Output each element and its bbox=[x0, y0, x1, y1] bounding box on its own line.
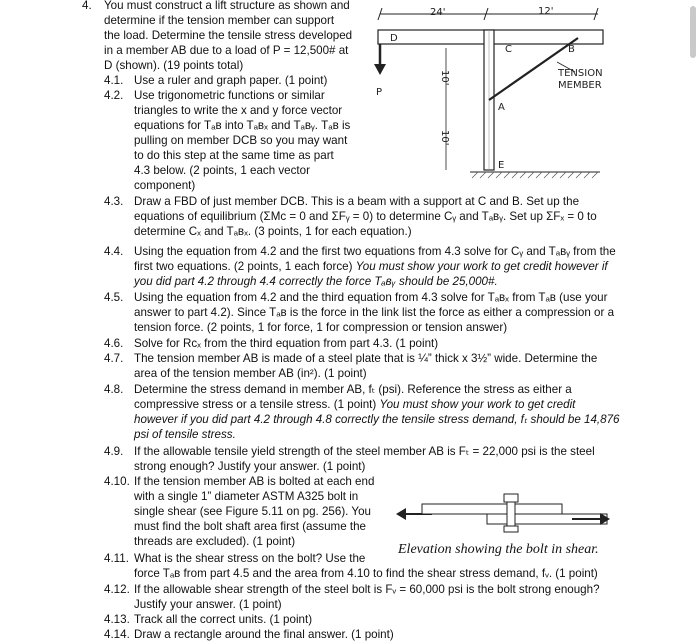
dimension-right: 12' bbox=[538, 6, 554, 17]
intro-line: You must construct a lift structure as shown and bbox=[104, 0, 350, 12]
step-text: Use a ruler and graph paper. (1 point) bbox=[134, 74, 328, 87]
step-text: If the allowable shear strength of the steel bolt is Fᵥ = 60,000 psi is the bolt strong enough? bbox=[134, 583, 600, 596]
step-text: strong enough? Justify your answer. (1 point) bbox=[134, 460, 366, 473]
bolt-figure-caption: Elevation showing the bolt in shear. bbox=[398, 542, 599, 557]
step-text: triangles to write the x and y force vector bbox=[134, 104, 343, 117]
label-d: D bbox=[390, 33, 398, 44]
step-text: pulling on member DCB so you may want bbox=[134, 134, 348, 147]
step-text: must find the bolt shaft area first (assume the bbox=[134, 520, 366, 533]
ground-hatch bbox=[472, 172, 598, 178]
label-b: B bbox=[568, 44, 575, 55]
intro-line: determine if the tension member can support bbox=[104, 14, 335, 27]
italic-note: psi of tensile stress. bbox=[134, 428, 236, 441]
step-text: single shear (see Figure 5.11 on pg. 256). You bbox=[134, 505, 371, 518]
height-upper: 10' bbox=[439, 70, 450, 86]
step-text: equations for Tₐʙ into Tₐʙₓ and Tₐʙᵧ. Tₐʙ is bbox=[134, 119, 351, 132]
step-number: 4.13. bbox=[104, 613, 130, 626]
step-text: Justify your answer. (1 point) bbox=[134, 598, 282, 611]
height-lower: 10' bbox=[439, 130, 450, 146]
step-text: Track all the correct units. (1 point) bbox=[134, 613, 313, 626]
step-text: 4.3 below. (2 points, 1 each vector bbox=[134, 164, 310, 177]
intro-line: the load. Determine the tensile stress developed bbox=[104, 29, 353, 42]
step-text: force Tₐʙ from part 4.5 and the area from 4.10 to find the shear stress demand, fᵥ. (1 point) bbox=[134, 567, 598, 580]
step-number: 4.14. bbox=[104, 628, 130, 641]
dimension-left: 24' bbox=[430, 7, 446, 18]
intro-line: D (shown). (19 points total) bbox=[104, 59, 244, 72]
label-e: E bbox=[498, 160, 505, 171]
step-text: Using the equation from 4.2 and the third equation from 4.3 solve for Tₐʙₓ from Tₐʙ (use your bbox=[134, 291, 608, 304]
bolt-elevation-figure bbox=[392, 478, 612, 540]
problem-number: 4. bbox=[82, 0, 92, 12]
step-text: Draw a rectangle around the final answer. (1 point) bbox=[134, 628, 394, 641]
italic-note: You must show your work to get credit bbox=[379, 398, 576, 411]
step-number: 4.10. bbox=[104, 475, 130, 488]
step-number: 4.4. bbox=[104, 245, 124, 258]
step-text: tension force. (2 points, 1 for force, 1 for compression or tension answer) bbox=[134, 321, 508, 334]
step-text: first two equations. (2 points, 1 each force) bbox=[134, 260, 356, 273]
step-text: compressive stress or a tensile stress. (1 point) bbox=[134, 398, 380, 411]
step-text: component) bbox=[134, 179, 196, 192]
step-text: determine Cₓ and Tₐʙₓ. (3 points, 1 for each equation.) bbox=[134, 225, 412, 238]
dimension-lines bbox=[378, 8, 598, 20]
step-text: with a single 1” diameter ASTM A325 bolt in bbox=[134, 490, 359, 503]
italic-note: You must show your work to get credit however if bbox=[355, 260, 608, 273]
step-text: Draw a FBD of just member DCB. This is a beam with a support at C and B. Set up the bbox=[134, 195, 580, 208]
step-number: 4.12. bbox=[104, 583, 130, 596]
step-text-mixed bbox=[134, 259, 608, 274]
tension-label-2: MEMBER bbox=[558, 80, 602, 91]
step-number: 4.3. bbox=[104, 195, 124, 208]
step-text: threads are excluded). (1 point) bbox=[134, 535, 296, 548]
step-text: The tension member AB is made of a steel plate that is ¼” thick x 3½” wide. Determine the bbox=[134, 352, 598, 365]
step-text: Use trigonometric functions or similar bbox=[134, 89, 325, 102]
italic-note: you did part 4.2 through 4.4 correctly the force Tₐʙᵧ should be 25,000#. bbox=[134, 275, 498, 288]
label-a: A bbox=[498, 102, 505, 113]
step-number: 4.7. bbox=[104, 352, 124, 365]
italic-note: however if you did part 4.2 through 4.8 correctly the tensile stress demand, fₜ should be 14,876 bbox=[134, 413, 620, 426]
step-text: to do this step at the same time as part bbox=[134, 149, 334, 162]
step-text-mixed bbox=[134, 397, 575, 412]
step-text: area of the tension member AB (in²). (1 point) bbox=[134, 367, 367, 380]
step-number: 4.1. bbox=[104, 74, 124, 87]
scrollbar[interactable] bbox=[690, 6, 696, 58]
step-text: Determine the stress demand in member AB, fₜ (psi). Reference the stress as either a bbox=[134, 383, 572, 396]
step-number: 4.5. bbox=[104, 291, 124, 304]
step-text: Using the equation from 4.2 and the first two equations from 4.3 solve for Cᵧ and Tₐʙᵧ from the bbox=[134, 245, 616, 258]
step-number: 4.9. bbox=[104, 445, 124, 458]
step-number: 4.8. bbox=[104, 383, 124, 396]
step-text: What is the shear stress on the bolt? Use the bbox=[134, 552, 366, 565]
lift-structure-figure bbox=[360, 0, 640, 190]
intro-line: in a member AB due to a load of P = 12,500# at bbox=[104, 44, 349, 57]
step-text: Solve for Rᴄₓ from the third equation from part 4.3. (1 point) bbox=[134, 337, 439, 350]
label-p: P bbox=[376, 87, 383, 98]
label-c: C bbox=[505, 44, 512, 55]
step-number: 4.11. bbox=[104, 552, 129, 565]
step-number: 4.2. bbox=[104, 89, 124, 102]
step-text: If the tension member AB is bolted at each end bbox=[134, 475, 375, 488]
tension-label-1: TENSION bbox=[558, 68, 603, 79]
step-number: 4.6. bbox=[104, 337, 124, 350]
step-text: answer to part 4.2). Since Tₐʙ is the force in the link list the force as either a compression or a bbox=[134, 306, 615, 319]
step-text: If the allowable tensile yield strength of the steel member AB is Fₜ = 22,000 psi is the steel bbox=[134, 445, 595, 458]
step-text: equations of equilibrium (ΣMᴄ = 0 and ΣFᵧ = 0) to determine Cᵧ and Tₐʙᵧ. Set up ΣFₓ = 0 to bbox=[134, 210, 597, 223]
